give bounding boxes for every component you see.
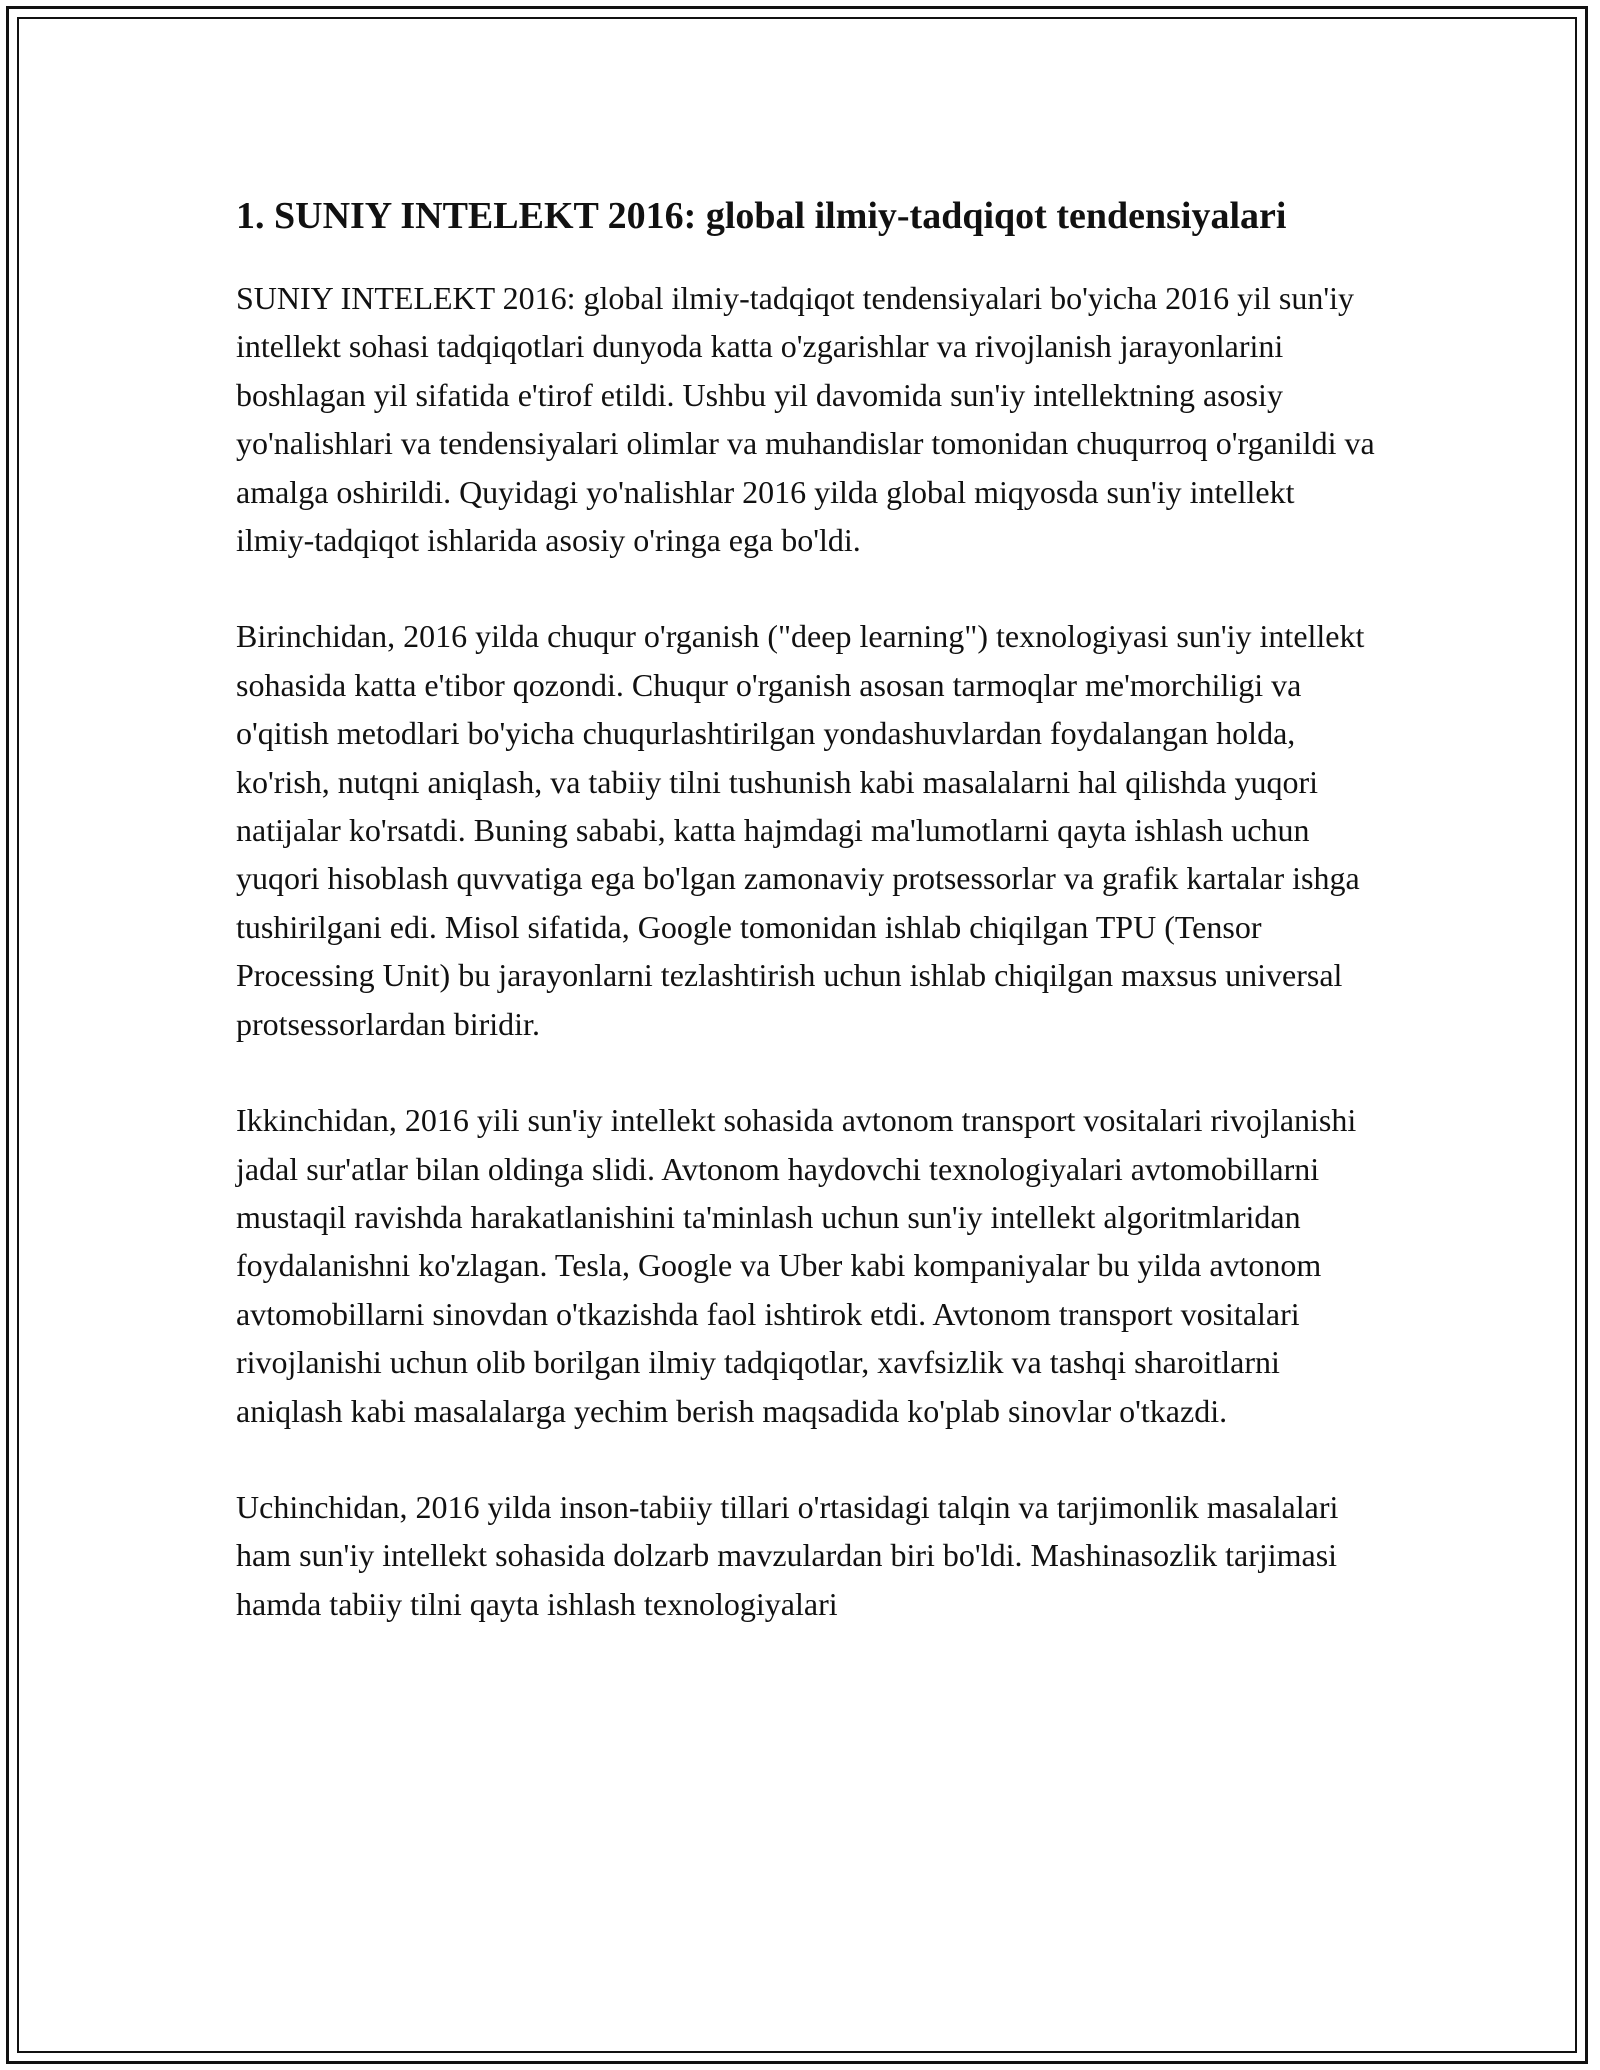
- paragraph-intro: SUNIY INTELEKT 2016: global ilmiy-tadqiqot tendensiyalari bo'yicha 2016 yil sun'iy intellekt sohasi tadqiqotlari dunyoda katta o'zgarishlar va rivojlanish jarayonlarini boshlagan yil sifatida e'tirof etildi. Ushbu yil davomida sun'iy intellektning asosiy yo'nalishlari va tendensiyalari olimlar va muhandislar tomonidan chuqurroq o'rganildi va amalga oshirildi. Quyidagi yo'nalishlar 2016 yilda global miqyosda sun'iy intellekt ilmiy-tadqiqot ishlarida asosiy o'ringa ega bo'ldi.: [236, 280, 1375, 559]
- paragraph-first: Birinchidan, 2016 yilda chuqur o'rganish ("deep learning") texnologiyasi sun'iy intellekt sohasida katta e'tibor qozondi. Chuqur o'rganish asosan tarmoqlar me'morchiligi va o'qitish metodlari bo'yicha chuqurlashtirilgan yondashuvlardan foydalangan holda, ko'rish, nutqni aniqlash, va tabiiy tilni tushunish kabi masalalarni hal qilishda yuqori natijalar ko'rsatdi. Buning sababi, katta hajmdagi ma'lumotlarni qayta ishlash uchun yuqori hisoblash quvvatiga ega bo'lgan zamonaviy protsessorlar va grafik kartalar ishga tushirilgani edi. Misol sifatida, Google tomonidan ishlab chiqilgan TPU (Tensor Processing Unit) bu jarayonlarni tezlashtirish uchun ishlab chiqilgan maxsus universal protsessorlardan biridir.: [236, 618, 1365, 1042]
- paragraph-third: Uchinchidan, 2016 yilda inson-tabiiy tillari o'rtasidagi talqin va tarjimonlik masalalari ham sun'iy intellekt sohasida dolzarb mavzulardan biri bo'ldi. Mashinasozlik tarjimasi hamda tabiiy tilni qayta ishlash texnologiyalari: [236, 1488, 1339, 1622]
- document-body: [236, 188, 1376, 1628]
- paragraph-second: Ikkinchidan, 2016 yili sun'iy intellekt sohasida avtonom transport vositalari rivojlanishi jadal sur'atlar bilan oldinga slidi. Avtonom haydovchi texnologiyalari avtomobillarni mustaqil ravishda harakatlanishini ta'minlash uchun sun'iy intellekt algoritmlaridan foydalanishni ko'zlagan. Tesla, Google va Uber kabi kompaniyalar bu yilda avtonom avtomobillarni sinovdan o'tkazishda faol ishtirok etdi. Avtonom transport vositalari rivojlanishi uchun olib borilgan ilmiy tadqiqotlar, xavfsizlik va tashqi sharoitlarni aniqlash kabi masalalarga yechim berish maqsadida ko'plab sinovlar o'tkazdi.: [236, 1102, 1357, 1429]
- document-title: 1. SUNIY INTELEKT 2016: global ilmiy-tadqiqot tendensiyalari: [236, 195, 1287, 237]
